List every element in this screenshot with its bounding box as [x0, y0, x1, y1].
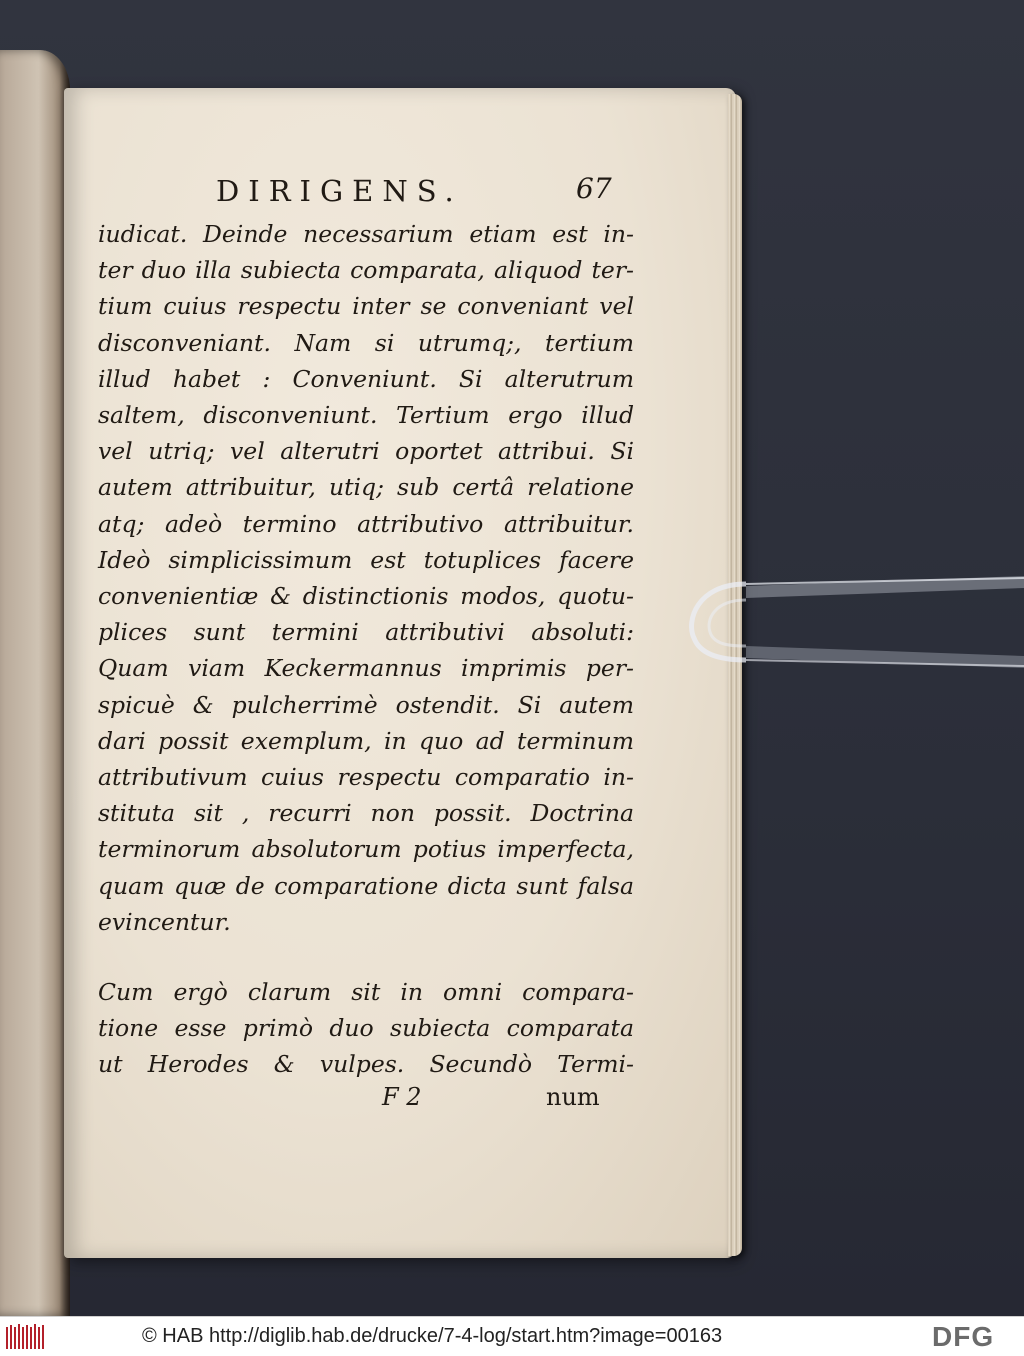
text-line: convenientiæ & distinctionis modos, quotu- [98, 582, 634, 611]
page-text [98, 168, 634, 1123]
text-line: disconveniant. Nam si utrumq;, tertium [98, 328, 634, 357]
text-line: iudicat. Deinde necessarium etiam est in- [98, 220, 634, 248]
text-line: vel utriq; vel alterutri oportet attribui. Si [98, 437, 634, 466]
text-line: illud habet : Conveniunt. Si alterutrum [98, 364, 634, 393]
text-line: ut Herodes & vulpes. Secundò Termi- [98, 1050, 634, 1079]
text-line: spicuè & pulcherrimè ostendit. Si autem [98, 690, 634, 719]
text-line: Cum ergò clarum sit in omni compara- [98, 978, 634, 1007]
paragraph-1 [98, 216, 634, 940]
running-head-title: DIRIGENS. [216, 174, 463, 208]
text-line: evincentur. [98, 907, 231, 936]
text-line: Quam viam Keckermannus imprimis per- [98, 654, 634, 683]
signature-mark: F 2 [382, 1082, 422, 1111]
copyright-link[interactable]: © HAB http://diglib.hab.de/drucke/7-4-log/start.htm?image=00163 [142, 1325, 723, 1347]
text-line: attributivum cuius respectu comparatio in- [98, 763, 634, 792]
text-line: autem attribuitur, utiq; sub certâ relatione [98, 473, 634, 502]
catchword: num [546, 1082, 600, 1111]
text-line: saltem, disconveniunt. Tertium ergo illud [98, 401, 634, 430]
running-head [98, 168, 634, 216]
text-line: ter duo illa subiecta comparata, aliquod ter- [98, 256, 634, 285]
paragraph-gap [98, 940, 634, 974]
dfg-logo: DFG [932, 1321, 995, 1352]
text-line: atq; adeò termino attributivo attribuitur. [98, 509, 634, 538]
page-stack-edge [728, 94, 742, 1256]
paragraph-2 [98, 974, 634, 1083]
text-line: Ideò simplicissimum est totuplices facere [98, 545, 634, 574]
library-logo-icon [6, 1323, 46, 1351]
viewer-footer [0, 1316, 1024, 1356]
text-line: terminorum absolutorum potius imperfecta, [98, 835, 634, 864]
text-line: plices sunt termini attributivi absoluti: [98, 618, 634, 647]
facing-page-edge [0, 50, 70, 1316]
text-line: stituta sit , recurri non possit. Doctrina [98, 799, 634, 828]
page-number: 67 [576, 172, 612, 205]
text-line: quam quæ de comparatione dicta sunt falsa [98, 871, 634, 900]
page-clip-icon [676, 576, 1024, 668]
text-line: tione esse primò duo subiecta comparata [98, 1014, 634, 1043]
text-line: dari possit exemplum, in quo ad terminum [98, 726, 634, 755]
text-line: tium cuius respectu inter se conveniant vel [98, 292, 634, 321]
page-foot [98, 1083, 634, 1123]
